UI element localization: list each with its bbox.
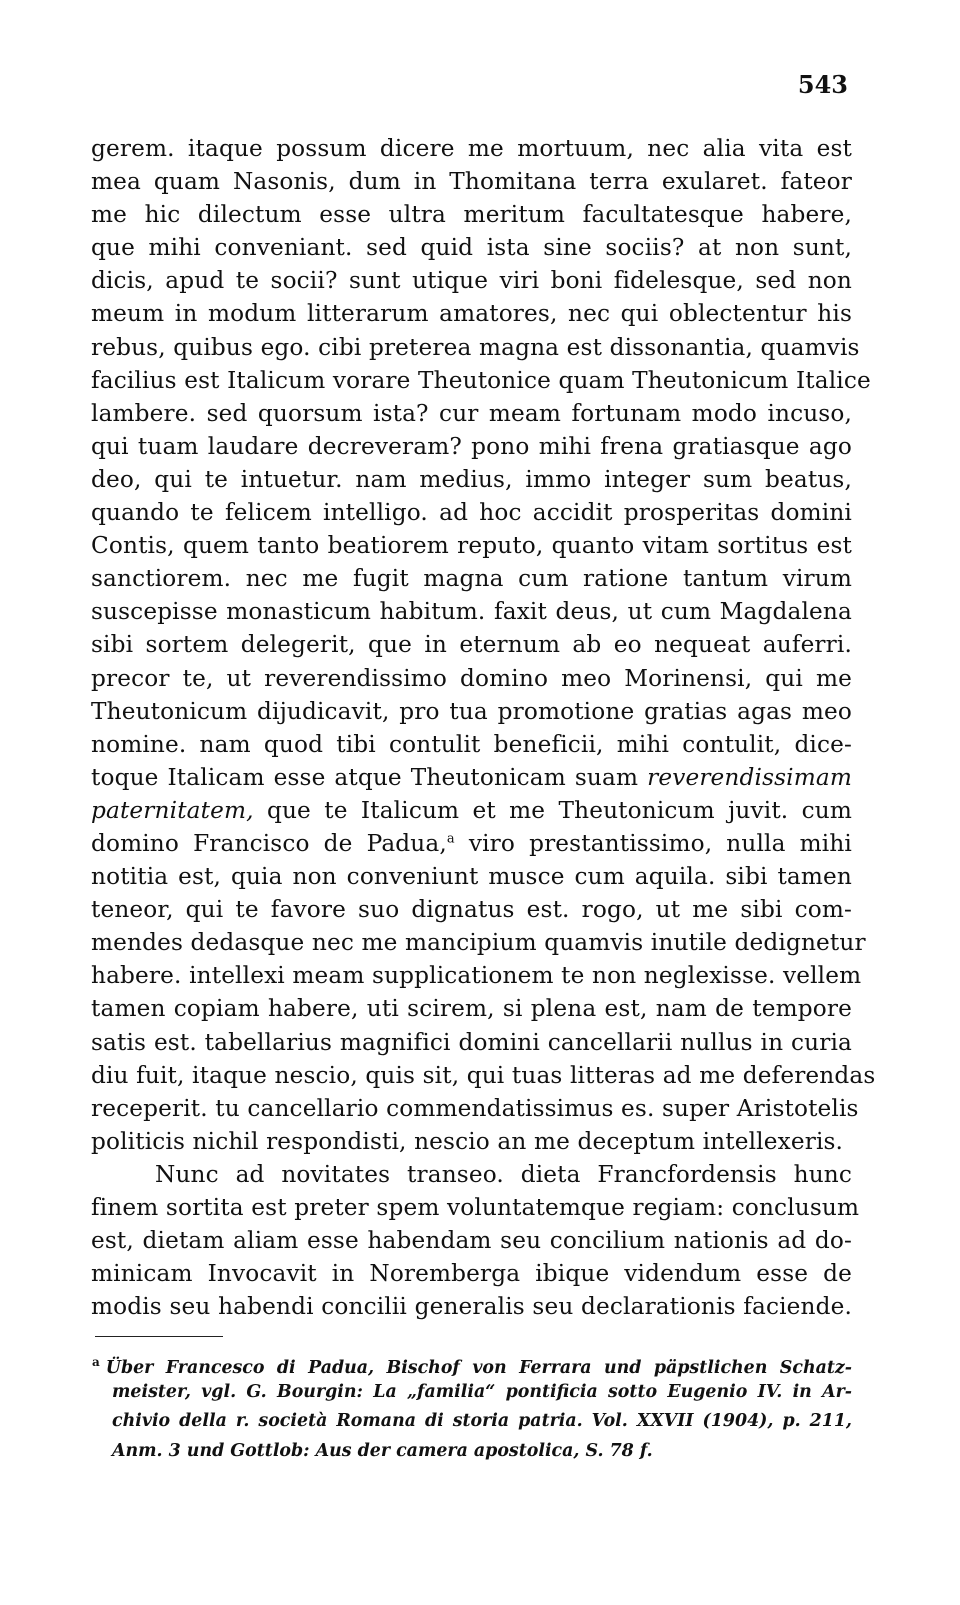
text-line: meum in modum litterarum amatores, nec qui oblectentur his	[91, 300, 852, 328]
text-line: deo, qui te intuetur. nam medius, immo integer sum beatus,	[91, 465, 852, 493]
text-line: me hic dilectum esse ultra meritum facultatesque habere,	[91, 201, 852, 229]
text-line: quando te felicem intelligo. ad hoc accidit prosperitas domini	[91, 499, 852, 527]
text-line: teneor, qui te favore suo dignatus est. rogo, ut me sibi com-	[91, 896, 852, 924]
text-line: mendes dedasque nec me mancipium quamvis inutile dedignetur	[91, 929, 866, 957]
text-line: Theutonicum dijudicavit, pro tua promotione gratias agas meo	[91, 697, 852, 725]
text-line: finem sortita est preter spem voluntatemque regiam: conclusum	[91, 1194, 860, 1221]
footnote-text: Über Francesco di Padua, Bischof von Ferrara und päpstlichen Schatz-	[105, 1357, 852, 1378]
text-line: notitia est, quia non conveniunt musce cum aquila. sibi tamen	[91, 863, 852, 891]
text-line: habere. intellexi meam supplicationem te non neglexisse. vellem	[91, 962, 862, 990]
text-line: satis est. tabellarius magnifici domini cancellarii nullus in curia	[91, 1028, 852, 1056]
italic-phrase: reverendissimam	[647, 763, 852, 791]
text-line: rebus, quibus ego. cibi preterea magna est dissonantia, quamvis	[91, 333, 860, 361]
text-line: politicis nichil respondisti, nescio an me deceptum intellexeris.	[91, 1127, 844, 1155]
text-line: mea quam Nasonis, dum in Thomitana terra exularet. fateor	[91, 168, 852, 196]
text-line: diu fuit, itaque nescio, quis sit, qui tuas litteras ad me deferendas	[91, 1061, 876, 1089]
text-line: tamen copiam habere, uti scirem, si plena est, nam de tempore	[91, 995, 852, 1023]
paragraph-first-line: Nunc ad novitates transeo. dieta Francfordensis hunc	[155, 1160, 852, 1188]
page-number: 543	[797, 70, 848, 99]
text-segment: toque Italicam esse atque Theutonicam suam	[91, 763, 639, 791]
footnote-line	[92, 1348, 852, 1378]
text-line: qui tuam laudare decreveram? pono mihi frena gratiasque ago	[91, 432, 852, 460]
footnote-line: chivio della r. società Romana di storia patria. Vol. XXVII (1904), p. 211,	[112, 1411, 852, 1432]
text-line: facilius est Italicum vorare Theutonice quam Theutonicum Italice	[91, 366, 871, 394]
text-line: que mihi conveniant. sed quid ista sine sociis? at non sunt,	[91, 234, 852, 262]
footnote-divider	[95, 1336, 223, 1337]
text-line: nomine. nam quod tibi contulit beneficii, mihi contulit, dice-	[91, 730, 852, 758]
text-line	[91, 827, 852, 860]
text-line: dicis, apud te socii? sunt utique viri boni fidelesque, sed non	[91, 267, 852, 295]
text-segment: domino Francisco de Padua,	[91, 829, 447, 857]
text-line: sibi sortem delegerit, que in eternum ab eo nequeat auferri.	[91, 631, 852, 659]
text-line: receperit. tu cancellario commendatissimus es. super Aristotelis	[91, 1094, 859, 1122]
text-line: sanctiorem. nec me fugit magna cum ratione tantum virum	[91, 565, 852, 593]
footnote-line: Anm. 3 und Gottlob: Aus der camera apostolica, S. 78 f.	[112, 1440, 653, 1461]
main-text	[91, 132, 876, 1323]
italic-phrase: paternitatem,	[91, 796, 254, 824]
text-line: minicam Invocavit in Noremberga ibique videndum esse de	[91, 1260, 852, 1288]
text-line: lambere. sed quorsum ista? cur meam fortunam modo incuso,	[91, 399, 852, 427]
footnote-marker: a	[92, 1355, 100, 1369]
text-line	[91, 794, 852, 827]
text-segment: que te Italicum et me Theutonicum juvit. cum	[266, 796, 852, 824]
text-line: est, dietam aliam esse habendam seu concilium nationis ad do-	[91, 1227, 852, 1255]
text-line: gerem. itaque possum dicere me mortuum, nec alia vita est	[91, 135, 852, 162]
text-line: modis seu habendi concilii generalis seu declarationis faciende.	[91, 1293, 852, 1321]
footnote	[92, 1348, 852, 1466]
text-line: Contis, quem tanto beatiorem reputo, quanto vitam sortitus est	[91, 532, 852, 560]
text-line: suscepisse monasticum habitum. faxit deus, ut cum Magdalena	[91, 598, 852, 626]
footnote-line: meister, vgl. G. Bourgin: La „familia“ pontificia sotto Eugenio IV. in Ar-	[112, 1381, 852, 1402]
footnote-reference: a	[446, 831, 455, 847]
text-line: precor te, ut reverendissimo domino meo Morinensi, qui me	[91, 664, 852, 692]
text-line	[91, 761, 852, 794]
text-segment: viro prestantissimo, nulla mihi	[468, 829, 852, 857]
